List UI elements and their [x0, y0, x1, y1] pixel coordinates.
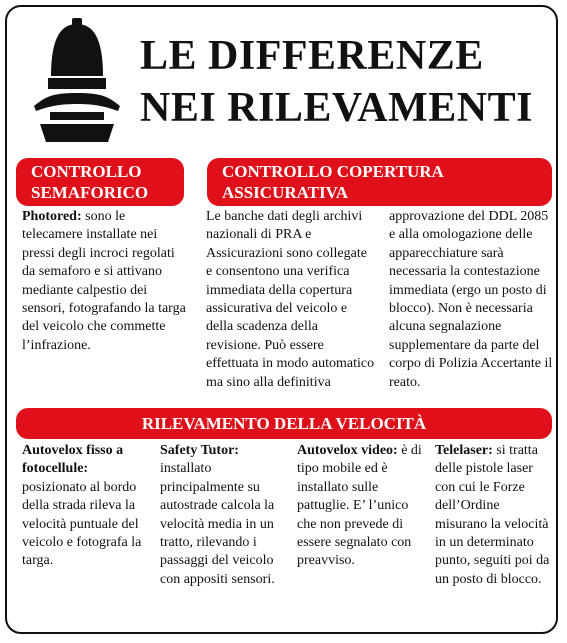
autovelox-fisso-description: posizionato al bordo della strada rileva la velocità puntuale del veicolo e fotografa la targa. [22, 479, 142, 569]
safety-tutor-description: installato principalmente su autostrade calcola la velocità media in un tratto, rilevando i passaggi del veicolo con appositi sensori. [160, 461, 275, 587]
term-telelaser: Telelaser: [435, 443, 493, 458]
autovelox-video-description: è di tipo mobile ed è installato sulle pattuglie. E’ l’unico che non prevede di essere segnalato con preavviso. [297, 443, 422, 569]
title-line-2: NEI RILEVAMENTI [140, 85, 533, 131]
term-safety-tutor: Safety Tutor: [160, 443, 239, 458]
velocita-item-autovelox-fisso [22, 442, 148, 571]
velocita-item-autovelox-video [297, 442, 423, 571]
term-autovelox-fisso: Autovelox fisso a fotocellule: [22, 443, 124, 477]
term-photored: Photored: [22, 209, 82, 224]
telelaser-description: si tratta delle pistole laser con cui le Forze dell’Ordine misurano la velocità in un determinato punto, seguiti poi da un posto di blocco. [435, 443, 550, 587]
section-header-semaforico: CONTROLLO SEMAFORICO [16, 158, 184, 206]
term-autovelox-video: Autovelox video: [297, 443, 398, 458]
assicurativa-text-col1: Le banche dati degli archivi nazionali di PRA e Assicurazioni sono collegate e consentono una verifica immediata della copertura assicurativa del veicolo e della scadenza della revisione. Può essere effettuata in modo automatico ma sino alla definitiva [206, 209, 375, 390]
assicurativa-text-col2: approvazione del DDL 2085 e alla omologazione delle apparecchiature sarà necessaria la contestazione immediata (ergo un posto di blocco). Non è necessaria alcuna segnalazione supplementare da parte del corpo di Polizia Accertante il reato. [389, 209, 553, 390]
title-line-1: LE DIFFERENZE [140, 33, 484, 79]
velocita-item-telelaser [435, 442, 553, 589]
section-header-assicurativa: CONTROLLO COPERTURA ASSICURATIVA [207, 158, 552, 206]
velocita-item-safety-tutor [160, 442, 286, 589]
photored-description: sono le telecamere installate nei pressi degli incroci regolati da semaforo e si attivano mediante calpestio dei sensori, fotografando la targa del veicolo che commette l’infrazione. [22, 209, 186, 353]
police-helmet-icon [24, 18, 130, 142]
section-header-velocita: RILEVAMENTO DELLA VELOCITÀ [16, 408, 552, 439]
semaforico-text [22, 208, 187, 355]
page-title [140, 30, 533, 134]
